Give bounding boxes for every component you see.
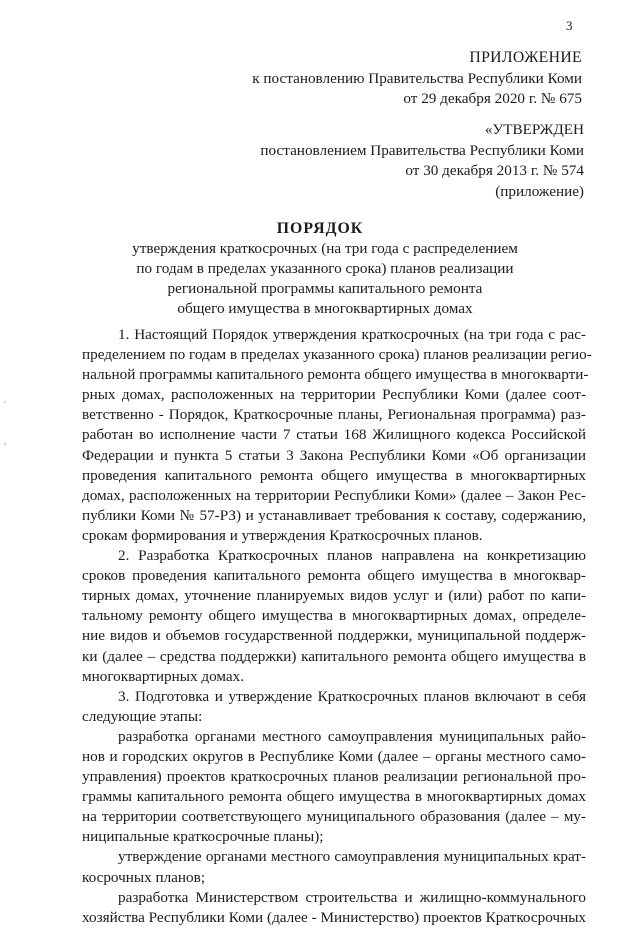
- text-line: хозяйства Республики Коми (далее - Министерство) проектов Краткосрочных: [82, 908, 586, 926]
- text-line: сроков проведения капитального ремонта общего имущества в многоквар-: [82, 567, 586, 585]
- text-line: Федерации и пункта 5 статьи 3 Закона Республики Коми «Об организации: [82, 446, 586, 464]
- text-line: разработка Министерством строительства и жилищно-коммунального: [118, 888, 586, 906]
- text-line: косрочных планов;: [82, 868, 206, 886]
- text-line: 1. Настоящий Порядок утверждения краткосрочных (на три года с рас-: [118, 326, 586, 343]
- text-line: срокам формирования и утверждения Краткосрочных планов.: [82, 526, 483, 544]
- text-line: 3. Подготовка и утверждение Краткосрочных планов включают в себя: [118, 687, 586, 705]
- text-line: рных домах, расположенных на территории Республики Коми (далее соот-: [82, 386, 586, 404]
- paragraph-6: [82, 888, 586, 928]
- text-line: утверждение органами местного самоуправления муниципальных крат-: [118, 848, 586, 866]
- approved-caption: «УТВЕРЖДЕН: [484, 121, 584, 138]
- text-line: домах, расположенных на территории Республики Коми» (далее – Закон Рес-: [82, 486, 586, 504]
- annex-caption: ПРИЛОЖЕНИЕ: [469, 49, 582, 66]
- approved-block: [260, 120, 584, 202]
- text-line: публики Коми № 57-РЗ) и устанавливает требования к составу, содержанию,: [82, 506, 586, 524]
- text-line: нов и городских округов в Республике Коми (далее – органы местного само-: [82, 747, 586, 765]
- approved-line: от 30 декабря 2013 г. № 574: [405, 162, 584, 179]
- paragraph-3: [82, 687, 586, 727]
- document-body: [82, 325, 592, 928]
- text-line: 2. Разработка Краткосрочных планов направлена на конкретизацию: [118, 547, 586, 565]
- subtitle-line: по годам в пределах указанного срока) планов реализации: [136, 260, 514, 277]
- text-line: ветственно - Порядок, Краткосрочные планы, Региональная программа) раз-: [82, 406, 586, 424]
- approved-line: (приложение): [495, 182, 584, 200]
- text-line: разработка органами местного самоуправления муниципальных райо-: [118, 727, 586, 745]
- annex-block: [252, 48, 582, 110]
- text-line: ниципальные краткосрочные планы);: [82, 828, 324, 846]
- text-line: на территории соответствующего муниципального образования (далее – му-: [82, 808, 586, 826]
- text-line: ние видов и объемов государственной поддержки, муниципальной поддерж-: [82, 627, 586, 645]
- scan-mark: ': [4, 400, 6, 411]
- document-title: ПОРЯДОК: [276, 220, 364, 237]
- document-subtitle: [0, 239, 640, 319]
- paragraph-4: [82, 727, 586, 848]
- subtitle-line: общего имущества в многоквартирных домах: [177, 300, 473, 317]
- paragraph-5: [82, 847, 586, 887]
- text-line: граммы капитального ремонта общего имущества в многоквартирных домах: [82, 788, 586, 806]
- annex-line: к постановлению Правительства Республики Коми: [252, 69, 582, 87]
- subtitle-line: утверждения краткосрочных (на три года с распределением: [132, 240, 518, 257]
- text-line: многоквартирных домах.: [82, 667, 245, 685]
- text-line: следующие этапы:: [82, 707, 203, 725]
- scan-mark: ,: [4, 436, 7, 447]
- approved-line: постановлением Правительства Республики Коми: [260, 141, 584, 159]
- text-line: тальному ремонту общего имущества в многоквартирных домах, определе-: [82, 607, 586, 625]
- text-line: проведения капитального ремонта общего имущества в многоквартирных: [82, 466, 586, 484]
- text-line: управления) проектов краткосрочных планов реализации региональной про-: [82, 768, 586, 786]
- subtitle-line: региональной программы капитального ремонта: [167, 280, 483, 297]
- text-line: тирных домах, уточнение планируемых видов услуг и (или) работ по капи-: [82, 587, 586, 605]
- page-number: 3: [566, 18, 573, 33]
- text-line: ки (далее – средства поддержки) капитального ремонта общего имущества в: [82, 647, 586, 665]
- paragraph-1: [82, 325, 592, 546]
- text-line: нальной программы капитального ремонта общего имущества в многокварти-: [82, 366, 589, 384]
- paragraph-2: [82, 546, 586, 687]
- annex-line: от 29 декабря 2020 г. № 675: [403, 90, 582, 107]
- text-line: пределением по годам в пределах указанного срока) планов реализации регио-: [82, 346, 592, 364]
- text-line: работан во исполнение части 7 статьи 168 Жилищного кодекса Российской: [82, 426, 586, 444]
